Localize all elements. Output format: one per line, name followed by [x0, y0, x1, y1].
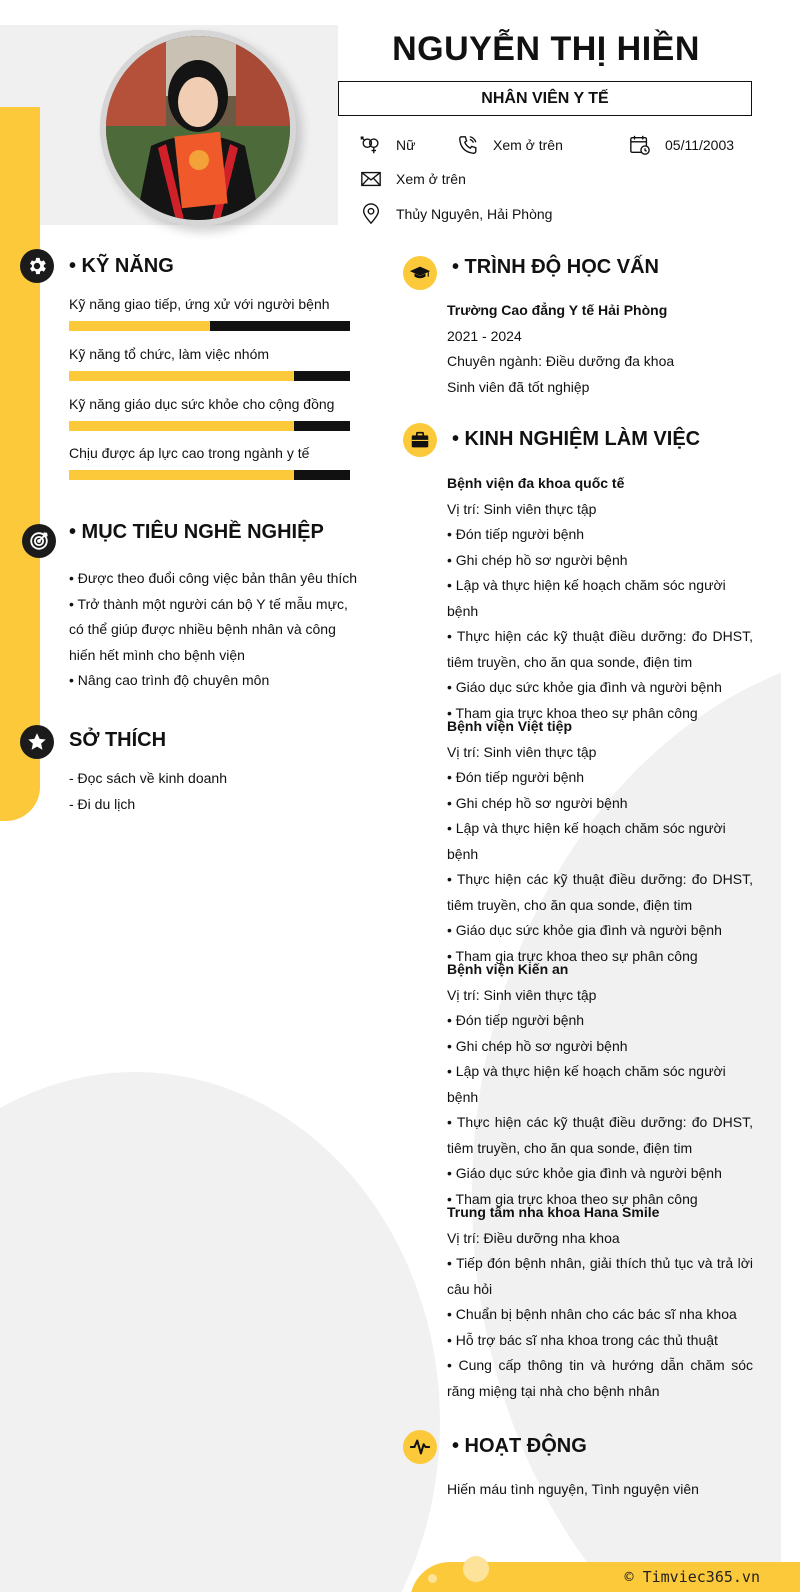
job-duty: • Thực hiện các kỹ thuật điều dưỡng: đo DHST, tiêm truyền, cho ăn qua sonde, điện tim	[447, 1114, 753, 1156]
skill-bar	[69, 470, 350, 480]
sidebar-yellow-strip	[0, 107, 40, 821]
skill-bar-fill	[69, 470, 294, 480]
job-duty: • Giáo dục sức khỏe gia đình và người bệnh	[447, 1165, 722, 1181]
graduation-cap-icon	[409, 262, 431, 284]
job-duty: • Giáo dục sức khỏe gia đình và người bệnh	[447, 922, 722, 938]
job-position: Vị trí: Sinh viên thực tập	[447, 743, 597, 760]
contact-gender	[360, 134, 415, 156]
activities-title: • HOẠT ĐỘNG	[452, 1435, 587, 1457]
hobby-item: - Đọc sách về kinh doanh	[69, 770, 227, 786]
job-duty: • Cung cấp thông tin và hướng dẫn chăm sóc răng miệng tại nhà cho bệnh nhân	[447, 1357, 753, 1399]
job-duty: • Tiếp đón bệnh nhân, giải thích thủ tục và trả lời câu hỏi	[447, 1255, 753, 1297]
objective-title: • MỤC TIÊU NGHỀ NGHIỆP	[69, 521, 324, 543]
objective-list	[69, 566, 364, 694]
job-position: Vị trí: Điều dưỡng nha khoa	[447, 1229, 620, 1246]
contact-email	[360, 168, 466, 190]
footer-decoration	[463, 1556, 489, 1582]
star-icon	[26, 731, 48, 753]
experience-title: • KINH NGHIỆM LÀM VIỆC	[452, 428, 701, 450]
job-duty: • Đón tiếp người bệnh	[447, 526, 585, 542]
job-duty: • Đón tiếp người bệnh	[447, 1012, 585, 1028]
gender-icon	[360, 134, 382, 156]
experience-job	[447, 471, 753, 726]
avatar	[106, 36, 290, 220]
objective-section-icon	[22, 524, 56, 558]
birthday-value: 05/11/2003	[665, 137, 735, 153]
job-company: Trung tâm nha khoa Hana Smile	[447, 1204, 660, 1220]
job-duty: • Giáo dục sức khỏe gia đình và người bệnh	[447, 679, 722, 695]
skill-label: Kỹ năng tổ chức, làm việc nhóm	[69, 346, 270, 362]
job-duty: • Tham gia trực khoa theo sự phân công	[447, 1190, 698, 1207]
experience-job	[447, 957, 753, 1212]
skill-bar	[69, 321, 350, 331]
gender-value: Nữ	[396, 137, 416, 153]
skill-bar-fill	[69, 321, 210, 331]
skills-title: • KỸ NĂNG	[69, 255, 174, 277]
skill-bar	[69, 371, 350, 381]
candidate-name: NGUYỄN THỊ HIỀN	[392, 30, 700, 68]
background-right-edge	[781, 0, 800, 1592]
skill-label: Kỹ năng giao tiếp, ứng xử với người bệnh	[69, 296, 330, 312]
skill-bar-fill	[69, 371, 294, 381]
hobbies-list	[69, 766, 364, 817]
job-duty: • Thực hiện các kỹ thuật điều dưỡng: đo DHST, tiêm truyền, cho ăn qua sonde, điện tim	[447, 871, 753, 913]
skill-bar	[69, 421, 350, 431]
experience-section-icon	[403, 423, 437, 457]
calendar-icon	[629, 134, 651, 156]
education-title: • TRÌNH ĐỘ HỌC VẤN	[452, 256, 660, 278]
job-duty: • Ghi chép hồ sơ người bệnh	[447, 1037, 628, 1054]
experience-job	[447, 714, 753, 969]
job-company: Bệnh viện đa khoa quốc tế	[447, 475, 625, 491]
job-title-box	[338, 81, 752, 116]
skills-section-icon	[20, 249, 54, 283]
background-circle-left	[0, 1072, 440, 1592]
job-title: NHÂN VIÊN Y TẾ	[481, 89, 609, 107]
job-company: Bệnh viện Việt tiệp	[447, 718, 572, 734]
job-duty: • Hỗ trợ bác sĩ nha khoa trong các thủ thuật	[447, 1331, 718, 1348]
objective-item: • Được theo đuổi công việc bản thân yêu thích	[69, 570, 358, 586]
contact-address	[360, 203, 552, 225]
education-section-icon	[403, 256, 437, 290]
education-status: Sinh viên đã tốt nghiệp	[447, 378, 590, 395]
activities-text: Hiến máu tình nguyện, Tình nguyện viên	[447, 1481, 699, 1497]
job-position: Vị trí: Sinh viên thực tập	[447, 500, 597, 517]
job-duty: • Lập và thực hiện kế hoạch chăm sóc người bệnh	[447, 820, 726, 862]
phone-icon	[457, 134, 479, 156]
briefcase-icon	[409, 429, 431, 451]
hobby-item: - Đi du lịch	[69, 795, 136, 812]
job-duty: • Tham gia trực khoa theo sự phân công	[447, 704, 698, 721]
footer-decoration	[428, 1574, 437, 1583]
contact-phone	[457, 134, 563, 156]
objective-item: • Nâng cao trình độ chuyên môn	[69, 672, 270, 688]
skill-label: Chịu được áp lực cao trong ngành y tế	[69, 445, 310, 461]
avatar-frame	[100, 30, 296, 226]
skill-bar-fill	[69, 421, 294, 431]
education-major: Chuyên ngành: Điều dưỡng đa khoa	[447, 353, 675, 369]
hobbies-section-icon	[20, 725, 54, 759]
education-school: Trường Cao đẳng Y tế Hải Phòng	[447, 302, 668, 318]
job-duty: • Ghi chép hồ sơ người bệnh	[447, 551, 628, 568]
footer-brand: © Timviec365.vn	[624, 1568, 760, 1586]
pulse-icon	[409, 1436, 431, 1458]
job-duty: • Lập và thực hiện kế hoạch chăm sóc người bệnh	[447, 577, 726, 619]
job-duty: • Chuẩn bị bệnh nhân cho các bác sĩ nha khoa	[447, 1306, 737, 1322]
skill-label: Kỹ năng giáo dục sức khỏe cho cộng đồng	[69, 396, 335, 412]
job-duty: • Đón tiếp người bệnh	[447, 769, 585, 785]
education-years: 2021 - 2024	[447, 327, 522, 344]
job-duty: • Lập và thực hiện kế hoạch chăm sóc người bệnh	[447, 1063, 726, 1105]
envelope-icon	[360, 168, 382, 190]
email-value: Xem ở trên	[396, 171, 466, 187]
hobbies-title: SỞ THÍCH	[69, 729, 167, 751]
activities-details	[447, 1477, 753, 1503]
address-value: Thủy Nguyên, Hải Phòng	[396, 206, 553, 222]
activities-section-icon	[403, 1430, 437, 1464]
gear-icon	[26, 255, 48, 277]
job-position: Vị trí: Sinh viên thực tập	[447, 986, 597, 1003]
contact-birthday	[629, 134, 734, 156]
job-duty: • Thực hiện các kỹ thuật điều dưỡng: đo DHST, tiêm truyền, cho ăn qua sonde, điện tim	[447, 628, 753, 670]
phone-value: Xem ở trên	[493, 137, 563, 153]
job-duty: • Ghi chép hồ sơ người bệnh	[447, 794, 628, 811]
sidebar-yellow-top	[0, 107, 40, 167]
job-company: Bệnh viện Kiến an	[447, 961, 569, 977]
objective-item: • Trở thành một người cán bộ Y tế mẫu mực, có thể giúp được nhiều bệnh nhân và công hiến hết mình cho bệnh viện	[69, 595, 348, 663]
target-icon	[28, 530, 50, 552]
avatar-photo	[106, 36, 290, 220]
experience-job	[447, 1200, 753, 1404]
job-duty: • Tham gia trực khoa theo sự phân công	[447, 947, 698, 964]
location-pin-icon	[360, 203, 382, 225]
education-details	[447, 298, 753, 400]
